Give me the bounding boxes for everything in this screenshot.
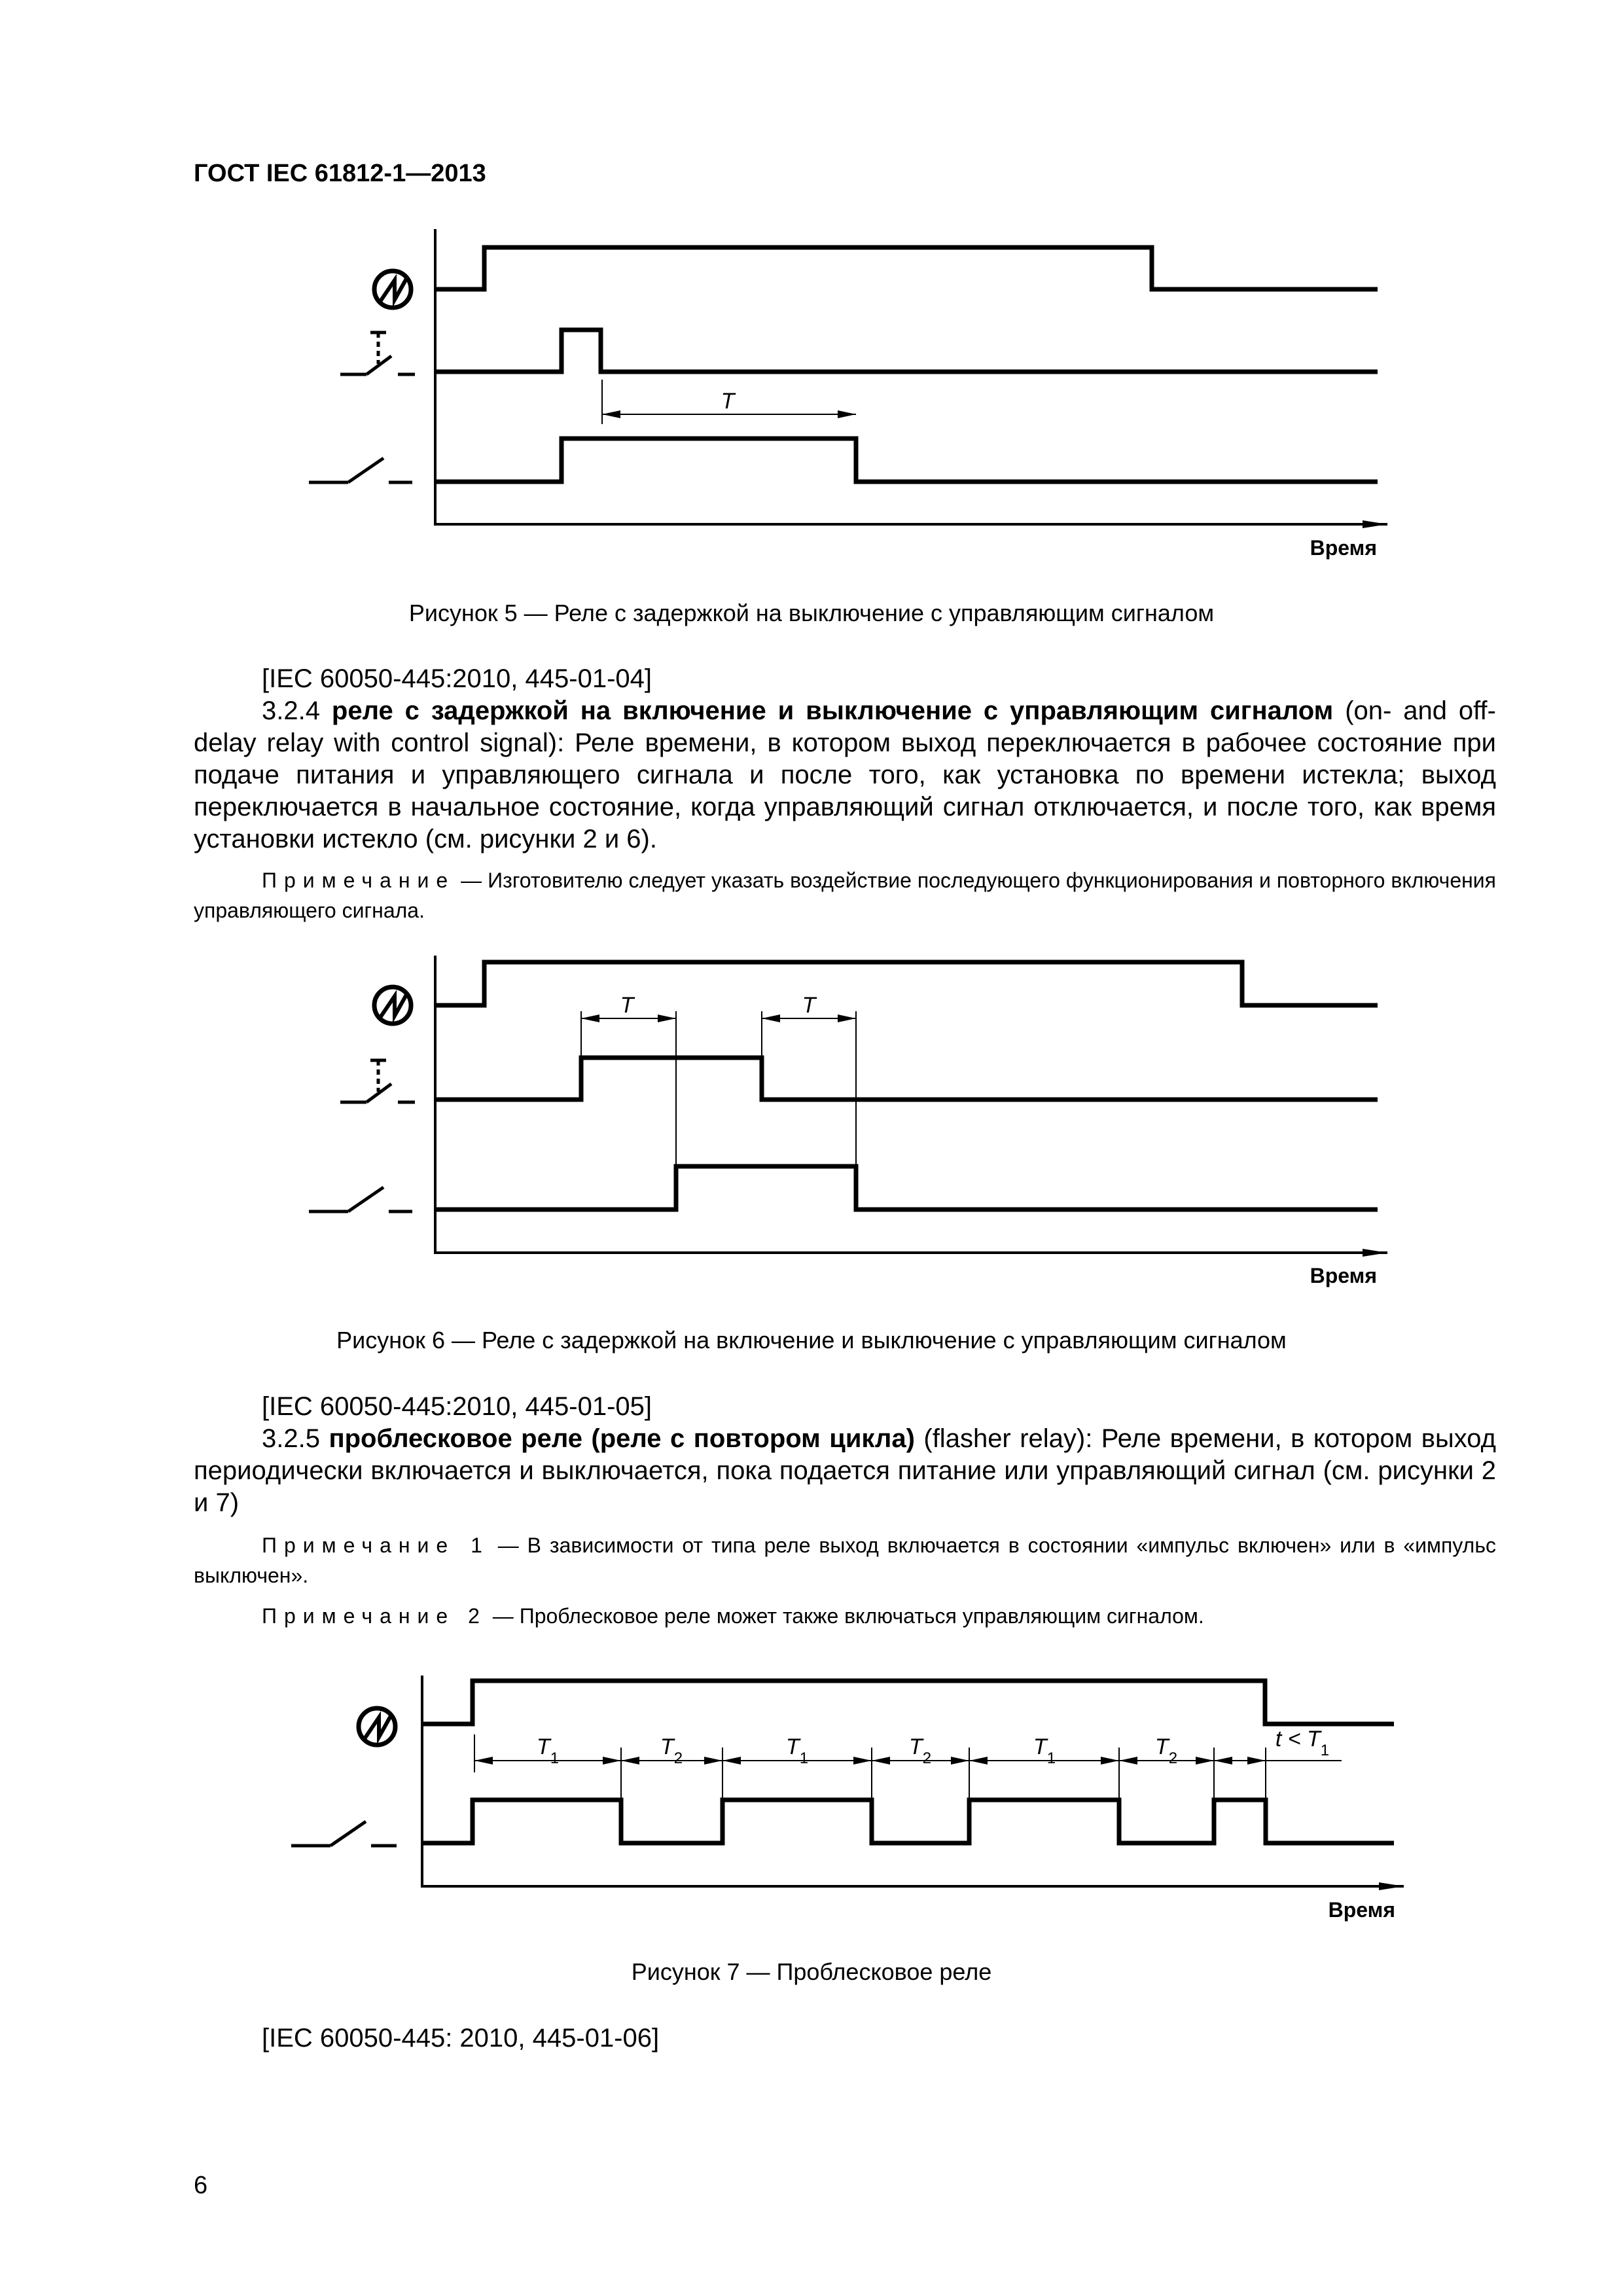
page-number: 6 (194, 2172, 208, 2199)
note-label: Примечание 2 (262, 1604, 487, 1628)
interval-label-t2: $T_2$ (660, 1734, 683, 1767)
output-contact-icon (309, 1187, 412, 1211)
output-signal-trace (422, 1800, 1394, 1843)
clause-text: (flasher relay): Реле времени, в котором выход периодически включается и выключается, пока подается питание или управляющий сигнал (см. рисунки 2 и 7) (194, 1424, 1497, 1517)
figure-7-caption: Рисунок 7 — Проблесковое реле (631, 1958, 992, 1985)
interval-dimensions (474, 1734, 1342, 1800)
interval-label-t: T (802, 993, 816, 1018)
figure-5-caption: Рисунок 5 — Реле с задержкой на выключение с управляющим сигналом (408, 600, 1215, 626)
control-signal-trace (435, 1058, 1378, 1100)
interval-label-t2: $T_2$ (908, 1734, 932, 1767)
document-header: ГОСТ IEC 61812-1—2013 (194, 160, 486, 187)
interval-label-t: T (620, 993, 634, 1018)
time-axis (422, 1676, 1404, 1888)
reference-3: [IEC 60050-445: 2010, 445-01-06] (262, 2024, 660, 2053)
reference-1: [IEC 60050-445:2010, 445-01-04] (262, 664, 652, 693)
control-signal-trace (435, 330, 1378, 372)
power-supply-icon (359, 1708, 395, 1745)
output-signal-trace (435, 1166, 1378, 1210)
clause-number: 3.2.4 (262, 696, 320, 725)
note-label: Примечание (262, 869, 455, 892)
time-axis-label: Время (1328, 1898, 1395, 1922)
clause-term: проблесковое реле (реле с повтором цикла) (329, 1424, 915, 1453)
clause-text: (on- and off-delay relay with control signal): Реле времени, в котором выход переключается в рабочее состояние при подаче питания и управляющего сигнала и после того, как установка по времени истекла; выход переключается в начальное состояние, когда управляющий сигнал отключается, и после того, как время установки истекло (см. рисунки 2 и 6). (194, 696, 1496, 853)
interval-label-t1: $T_1$ (1033, 1734, 1056, 1767)
clause-number: 3.2.5 (262, 1424, 320, 1453)
power-signal-trace (435, 962, 1378, 1005)
output-signal-trace (435, 439, 1378, 482)
note-2 (194, 1530, 1496, 1590)
time-axis-label: Время (1310, 1264, 1377, 1287)
output-contact-icon (309, 458, 412, 482)
interval-label-t2: $T_2$ (1154, 1734, 1178, 1767)
interval-label-t1: $T_1$ (536, 1734, 560, 1767)
interval-label-remainder: $t < T_1$ (1275, 1727, 1330, 1759)
note-3 (194, 1601, 1496, 1631)
note-label: Примечание 1 (262, 1534, 490, 1557)
figure-6-timing-diagram (0, 949, 1623, 1302)
figure-7-timing-diagram (0, 1669, 1623, 1944)
output-contact-icon (291, 1821, 397, 1846)
power-supply-icon (374, 271, 411, 308)
power-signal-trace (422, 1681, 1394, 1724)
interval-label-t1: $T_1$ (785, 1734, 809, 1767)
figure-6-caption: Рисунок 6 — Реле с задержкой на включение и выключение с управляющим сигналом (336, 1327, 1287, 1354)
interval-label-t: T (721, 389, 735, 414)
power-supply-icon (374, 987, 411, 1024)
clause-3-2-5 (194, 1423, 1496, 1519)
reference-2: [IEC 60050-445:2010, 445-01-05] (262, 1392, 652, 1421)
time-axis-label: Время (1310, 536, 1377, 560)
note-1 (194, 865, 1496, 925)
clause-3-2-4 (194, 695, 1496, 855)
control-contact-icon (340, 1060, 415, 1102)
note-text: — В зависимости от типа реле выход включается в состоянии «импульс включен» или в «импульс выключен». (194, 1534, 1497, 1587)
control-contact-icon (340, 332, 415, 374)
power-signal-trace (435, 247, 1378, 289)
note-text: — Проблесковое реле может также включаться управляющим сигналом. (486, 1604, 1204, 1628)
note-text: — Изготовителю следует указать воздействие последующего функционирования и повторного включения управляющего сигнала. (194, 869, 1496, 922)
figure-5-timing-diagram (0, 223, 1623, 576)
clause-term: реле с задержкой на включение и выключение с управляющим сигналом (331, 696, 1334, 725)
